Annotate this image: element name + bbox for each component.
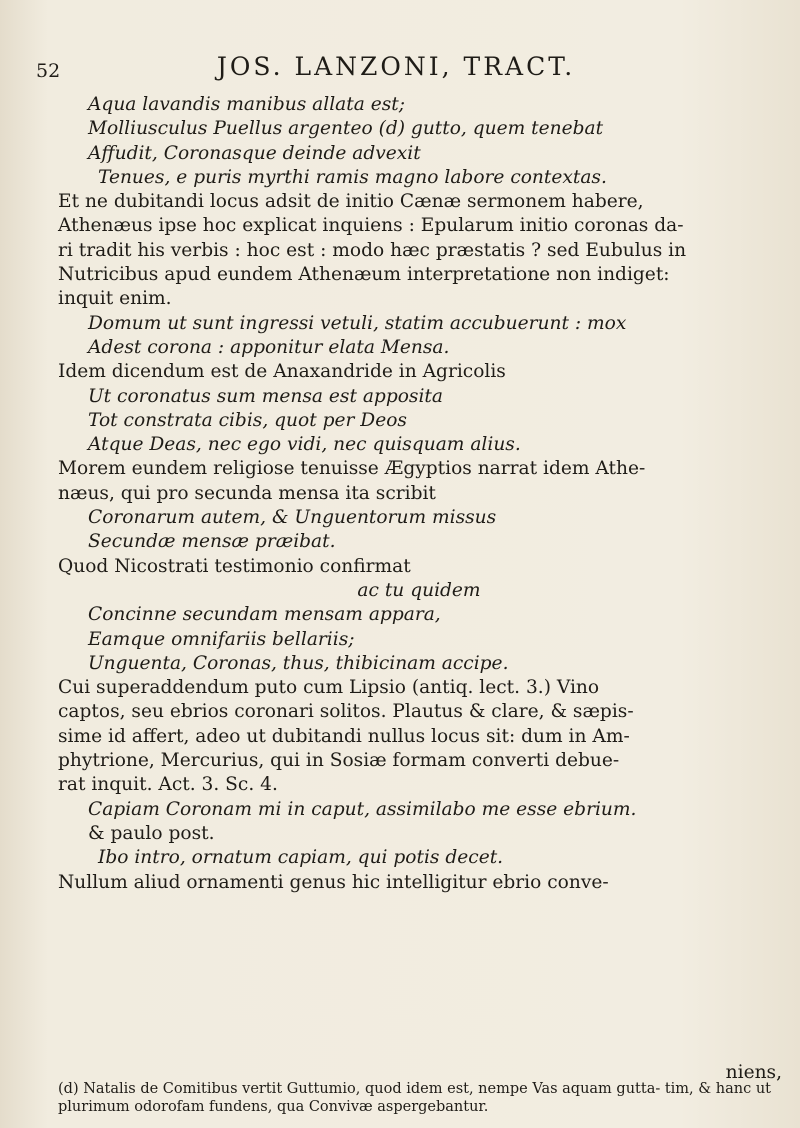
text-line: Idem dicendum est de Anaxandride in Agricolis <box>58 361 506 383</box>
verse-line: Ut coronatus sum mensa est apposita <box>88 385 443 407</box>
text-line: næus, qui pro secunda mensa ita scribit <box>58 482 436 504</box>
verse-line: Coronarum autem, & Unguentorum missus <box>88 507 497 529</box>
verse-line: Unguenta, Coronas, thus, thibicinam accipe. <box>88 652 509 674</box>
verse-line: Molliusculus Puellus argenteo (d) gutto, quem tenebat <box>88 118 604 140</box>
page-header <box>36 50 756 90</box>
text-line: phytrione, Mercurius, qui in Sosiæ formam converti debue- <box>58 750 620 772</box>
running-title: JOS. LANZONI, TRACT. <box>216 52 576 81</box>
verse-line: Affudit, Coronasque deinde advexit <box>88 142 421 164</box>
verse-line: Concinne secundam mensam appara, <box>88 604 441 626</box>
text-line: Nullum aliud ornamenti genus hic intelligitur ebrio conve- <box>58 871 609 893</box>
text-line: inquit enim. <box>58 288 172 310</box>
verse-line: ac tu quidem <box>357 579 481 601</box>
verse-line: Eamque omnifariis bellariis; <box>88 628 355 650</box>
text-line: sime id affert, adeo ut dubitandi nullus locus sit: dum in Am- <box>58 725 630 747</box>
text-line: Athenæus ipse hoc explicat inquiens : Epularum initio coronas da- <box>58 215 684 237</box>
verse-line: Domum ut sunt ingressi vetuli, statim accubuerunt : mox <box>88 312 627 334</box>
text-line: Et ne dubitandi locus adsit de initio Cænæ sermonem habere, <box>58 191 644 213</box>
text-line: Cui superaddendum puto cum Lipsio (antiq. lect. 3.) Vino <box>58 677 600 699</box>
verse-line: Capiam Coronam mi in caput, assimilabo me esse ebrium. <box>88 798 637 820</box>
verse-line: Tot constrata cibis, quot per Deos <box>88 409 407 431</box>
main-text <box>58 93 780 895</box>
catchword: niens, <box>725 1062 782 1083</box>
text-line: rat inquit. Act. 3. Sc. 4. <box>58 774 278 796</box>
verse-line: Aqua lavandis manibus allata est; <box>88 94 405 115</box>
page-number: 52 <box>36 60 61 82</box>
verse-line: Ibo intro, ornatum capiam, qui potis decet. <box>98 847 504 869</box>
verse-line: Tenues, e puris myrthi ramis magno labore contextas. <box>98 166 607 188</box>
text-line: Morem eundem religiose tenuisse Ægyptios narrat idem Athe- <box>58 458 646 480</box>
footnote: (d) Natalis de Comitibus vertit Guttumio, quod idem est, nempe Vas aquam gutta- tim, & hanc ut plurimum odorofam fundens, qua Convivæ aspergebantur. <box>58 1081 772 1115</box>
verse-line: Secundæ mensæ præibat. <box>88 531 336 553</box>
text-line: ri tradit his verbis : hoc est : modo hæc præstatis ? sed Eubulus in <box>58 239 687 261</box>
verse-line: Adest corona : apponitur elata Mensa. <box>88 336 450 358</box>
verse-line: Atque Deas, nec ego vidi, nec quisquam alius. <box>88 434 521 456</box>
text-line: & paulo post. <box>88 822 215 844</box>
text-line: captos, seu ebrios coronari solitos. Plautus & clare, & sæpis- <box>58 701 634 723</box>
text-line: Nutricibus apud eundem Athenæum interpretatione non indiget: <box>58 264 670 286</box>
text-line: Quod Nicostrati testimonio confirmat <box>58 555 411 577</box>
